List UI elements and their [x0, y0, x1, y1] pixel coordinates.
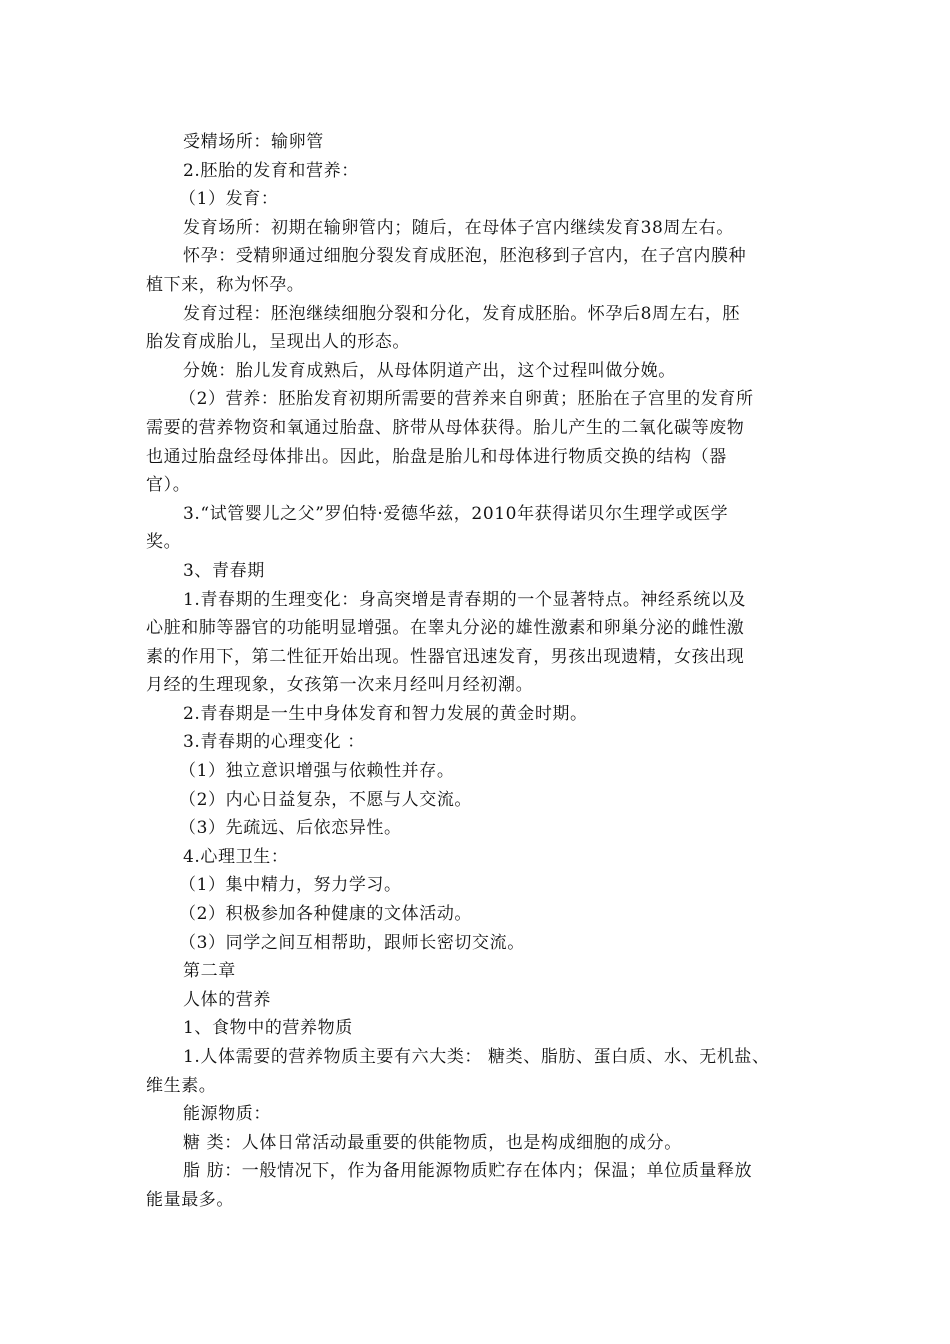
text-line: 能源物质：	[183, 1104, 271, 1125]
text-line: 2.胚胎的发育和营养：	[183, 160, 359, 181]
text-line: 维生素。	[146, 1075, 217, 1096]
text-line: （3）同学之间互相帮助，跟师长密切交流。	[179, 932, 525, 953]
text-line: 需要的营养物资和氧通过胎盘、脐带从母体获得。胎儿产生的二氧化碳等废物	[146, 417, 745, 438]
text-line: 2.青春期是一生中身体发育和智力发展的黄金时期。	[183, 703, 588, 724]
text-line: 3.青春期的心理变化 ：	[183, 732, 365, 753]
text-line: 人体的营养	[183, 989, 271, 1010]
text-line: 月经的生理现象，女孩第一次来月经叫月经初潮。	[146, 675, 534, 696]
text-line: 素的作用下，第二性征开始出现。性器官迅速发育，男孩出现遗精，女孩出现	[146, 646, 745, 667]
text-line: （2）内心日益复杂，不愿与人交流。	[179, 789, 473, 810]
text-line: （1）发育：	[179, 189, 279, 210]
text-line: 1.青春期的生理变化：身高突增是青春期的一个显著特点。神经系统以及	[183, 589, 747, 610]
text-line: 分娩：胎儿发育成熟后，从母体阴道产出，这个过程叫做分娩。	[183, 360, 676, 381]
text-line: 奖。	[146, 532, 182, 553]
text-line: 心脏和肺等器官的功能明显增强。在睾丸分泌的雄性激素和卵巢分泌的雌性激	[146, 618, 745, 639]
text-line: 官）。	[146, 475, 191, 496]
document-page	[146, 128, 818, 1215]
text-line: 1、食物中的营养物质	[183, 1018, 353, 1039]
text-line: 也通过胎盘经母体排出。因此，胎盘是胎儿和母体进行物质交换的结构（器	[146, 446, 727, 467]
text-line: 怀孕：受精卵通过细胞分裂发育成胚泡，胚泡移到子宫内，在子宫内膜种	[183, 246, 747, 267]
text-line: 糖 类：人体日常活动最重要的供能物质，也是构成细胞的成分。	[183, 1132, 682, 1153]
text-line: （2）营养：胚胎发育初期所需要的营养来自卵黄；胚胎在子宫里的发育所	[179, 389, 754, 410]
text-line: 胎发育成胎儿，呈现出人的形态。	[146, 332, 410, 353]
text-line: 1.人体需要的营养物质主要有六大类： 糖类、脂肪、蛋白质、水、无机盐、	[183, 1047, 770, 1067]
text-line: 发育过程：胚泡继续细胞分裂和分化，发育成胚胎。怀孕后8周左右，胚	[183, 303, 741, 324]
text-line: （1）独立意识增强与依赖性并存。	[179, 761, 455, 782]
text-line: 发育场所：初期在输卵管内；随后，在母体子宫内继续发育38周左右。	[183, 217, 734, 238]
text-line: 第二章	[183, 961, 236, 982]
text-line: （3）先疏远、后依恋异性。	[179, 818, 402, 839]
text-line: （2）积极参加各种健康的文体活动。	[179, 904, 473, 925]
text-line: （1）集中精力，努力学习。	[179, 875, 402, 896]
text-line: 脂 肪：一般情况下，作为备用能源物质贮存在体内；保温；单位质量释放	[183, 1161, 753, 1182]
text-line: 3.“试管婴儿之父”罗伯特·爱德华兹，2010年获得诺贝尔生理学或医学	[183, 503, 729, 524]
text-line: 4.心理卫生：	[183, 846, 289, 867]
text-line: 能量最多。	[146, 1189, 234, 1210]
text-line: 3、青春期	[183, 560, 265, 581]
text-line: 受精场所：输卵管	[183, 132, 324, 152]
text-line: 植下来，称为怀孕。	[146, 274, 305, 295]
